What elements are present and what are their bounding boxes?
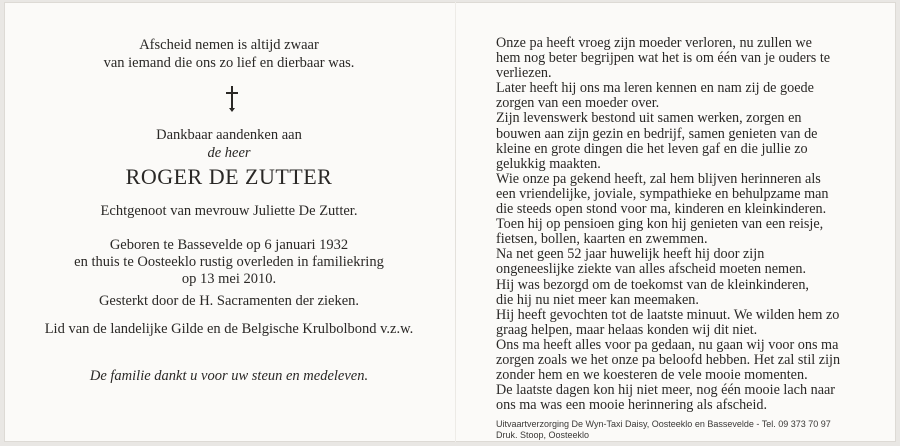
text-line: gelukkig maakten.: [496, 155, 601, 172]
text-line: Onze pa heeft vroeg zijn moeder verloren, nu zullen we: [496, 35, 812, 51]
text-line: graag helpen, maar helaas konden wij dit niet.: [496, 321, 758, 338]
text-line: bouwen aan zijn gezin en bedrijf, samen genieten van de: [496, 125, 818, 142]
text-line: verliezen.: [496, 65, 552, 82]
text-line: kleine en grote dingen die het leven gaf en die jullie zo: [496, 140, 808, 157]
text-line: zorgen van een moeder over.: [496, 95, 660, 112]
deceased-name: ROGER DE ZUTTER: [125, 164, 333, 189]
text-line: Na net geen 52 jaar huwelijk heeft hij door zijn: [496, 246, 765, 263]
remembrance-text: Dankbaar aandenken aan: [156, 127, 302, 143]
text-line: fietsen, bollen, kaarten en zwemmen.: [496, 231, 708, 248]
text-line: Later heeft hij ons ma leren kennen en nam zij de goede: [496, 80, 814, 97]
text-line: ongeneeslijke ziekte van alles afscheid moeten nemen.: [496, 261, 807, 278]
text-line: Zijn levenswerk bestond uit samen werken, zorgen en: [496, 110, 802, 127]
death-date-line: op 13 mei 2010.: [181, 271, 277, 287]
text-line: zorgen zoals we het onze pa beloofd hebben. Het zal stil zijn: [496, 351, 841, 368]
text-line: Hij heeft gevochten tot de laatste minuut. We wilden hem zo: [496, 306, 840, 323]
text-line: ons ma was een mooie herinnering als afscheid.: [496, 397, 768, 414]
fold-line: [455, 2, 456, 442]
text-line: een vriendelijke, joviale, sympathieke en behulpzame man: [496, 185, 829, 202]
text-line: die steeds open stond voor ma, kinderen en kleinkinderen.: [496, 201, 827, 218]
poem-line-1: Afscheid nemen is altijd zwaar: [139, 37, 319, 53]
right-panel: [496, 36, 876, 441]
text-line: De laatste dagen kon hij niet meer, nog één mooie lach naar: [496, 382, 836, 399]
text-line: Toen hij op pensioen ging kon hij genieten van een reisje,: [496, 216, 824, 233]
text-line: Wie onze pa gekend heeft, zal hem blijven herinneren als: [496, 170, 821, 187]
text-line: zonder hem en we koesteren de vele mooie momenten.: [496, 367, 808, 384]
membership-text: Lid van de landelijke Gilde en de Belgische Krulbolbond v.z.w.: [44, 321, 414, 337]
title-text: de heer: [207, 145, 251, 161]
printer-text: Druk. Stoop, Oosteeklo: [496, 430, 590, 441]
left-panel: [4, 2, 454, 442]
text-line: Hij was bezorgd om de toekomst van de kleinkinderen,: [496, 276, 809, 293]
thanks-text: De familie dankt u voor uw steun en medeleven.: [89, 368, 369, 384]
cross-icon: [225, 86, 239, 112]
spouse-text: Echtgenoot van mevrouw Juliette De Zutter.: [100, 203, 358, 219]
text-line: Ons ma heeft alles voor pa gedaan, nu gaan wij voor ons ma: [496, 336, 839, 353]
memorial-card: [4, 2, 896, 442]
text-line: hem nog beter begrijpen wat het is om één van je ouders te: [496, 50, 831, 67]
poem-line-2: van iemand die ons zo lief en dierbaar was.: [103, 55, 355, 71]
text-line: die hij nu niet meer kan meemaken.: [496, 291, 699, 308]
birth-line: Geboren te Bassevelde op 6 januari 1932: [109, 237, 349, 253]
funeral-director-text: Uitvaartverzorging De Wyn-Taxi Daisy, Oosteeklo en Bassevelde - Tel. 09 373 70 97: [496, 419, 831, 430]
death-line: en thuis te Oosteeklo rustig overleden in familiekring: [74, 254, 384, 270]
sacraments-text: Gesterkt door de H. Sacramenten der zieken.: [98, 293, 360, 309]
